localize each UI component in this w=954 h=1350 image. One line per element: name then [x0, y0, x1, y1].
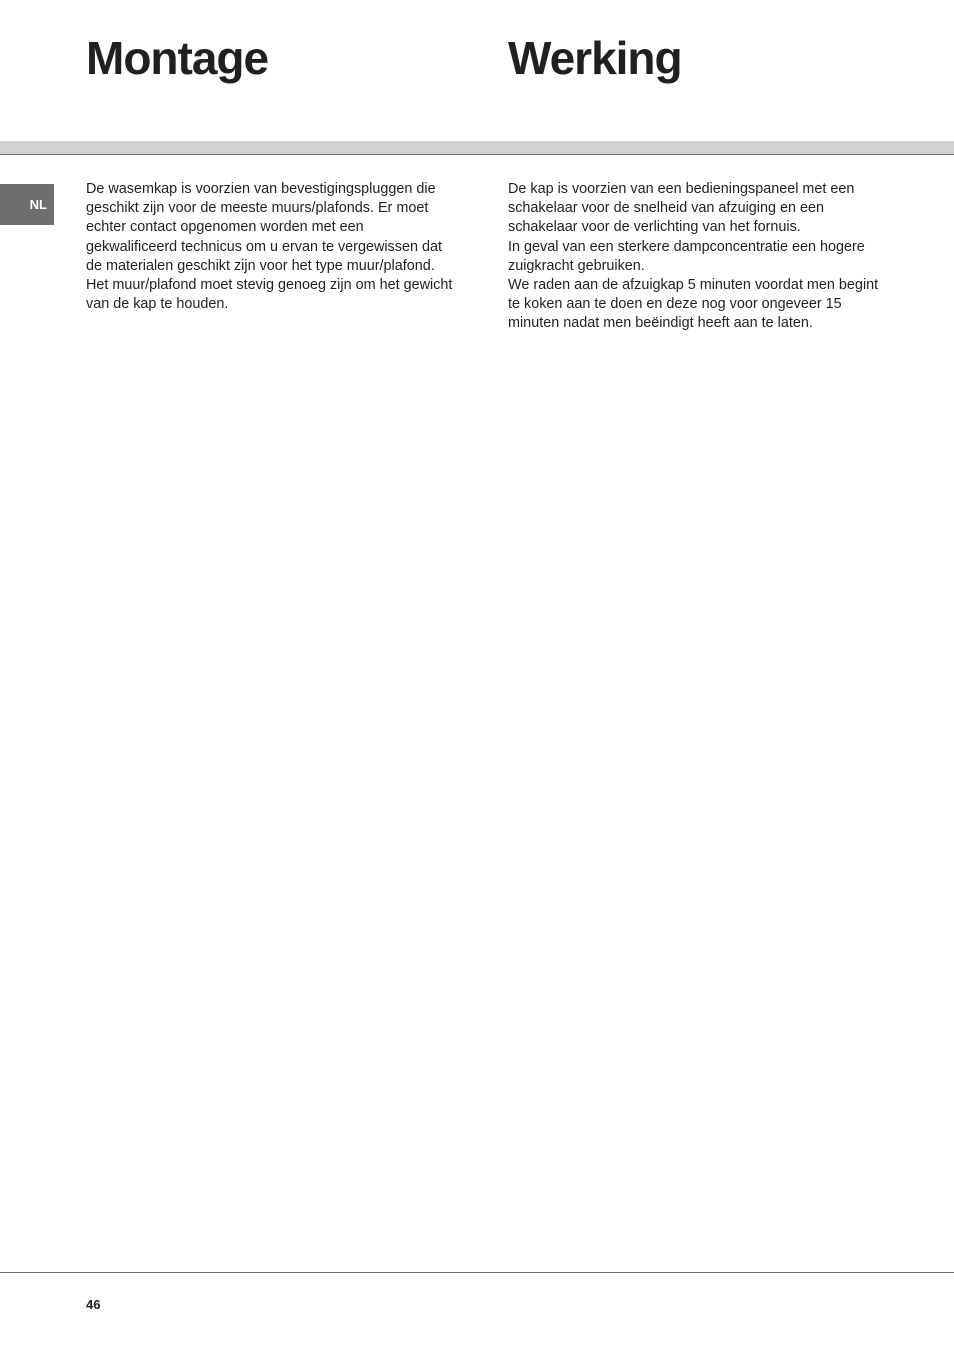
werking-paragraph: De kap is voorzien van een bedieningspaneel met een schakelaar voor de snelheid van afzuiging en een schakelaar voor de verlichting van het fornuis. — [508, 181, 855, 236]
section-heading-werking: Werking — [508, 32, 682, 84]
language-tab: NL — [0, 184, 54, 225]
header-band — [0, 141, 954, 154]
page-number: 46 — [86, 1297, 101, 1312]
werking-paragraph: In geval van een sterkere dampconcentratie een hogere zuigkracht gebruiken. — [508, 238, 865, 274]
montage-text-column — [86, 180, 456, 314]
werking-paragraph: We raden aan de afzuigkap 5 minuten voordat men begint te koken aan te doen en deze nog voor ongeveer 15 minuten nadat men beëindigt heeft aan te laten. — [508, 277, 879, 332]
footer-divider — [0, 1272, 954, 1273]
section-heading-montage: Montage — [86, 32, 269, 84]
montage-paragraph: De wasemkap is voorzien van bevestigingspluggen die geschikt zijn voor de meeste muurs/plafonds. Er moet echter contact opgenomen worden met een gekwalificeerd technicus om u ervan te vergewissen dat de materialen geschikt zijn voor het type muur/plafond. Het muur/plafond moet stevig genoeg zijn om het gewicht van de kap te houden. — [86, 181, 453, 313]
header-divider — [0, 154, 954, 155]
werking-text-column — [508, 180, 893, 334]
